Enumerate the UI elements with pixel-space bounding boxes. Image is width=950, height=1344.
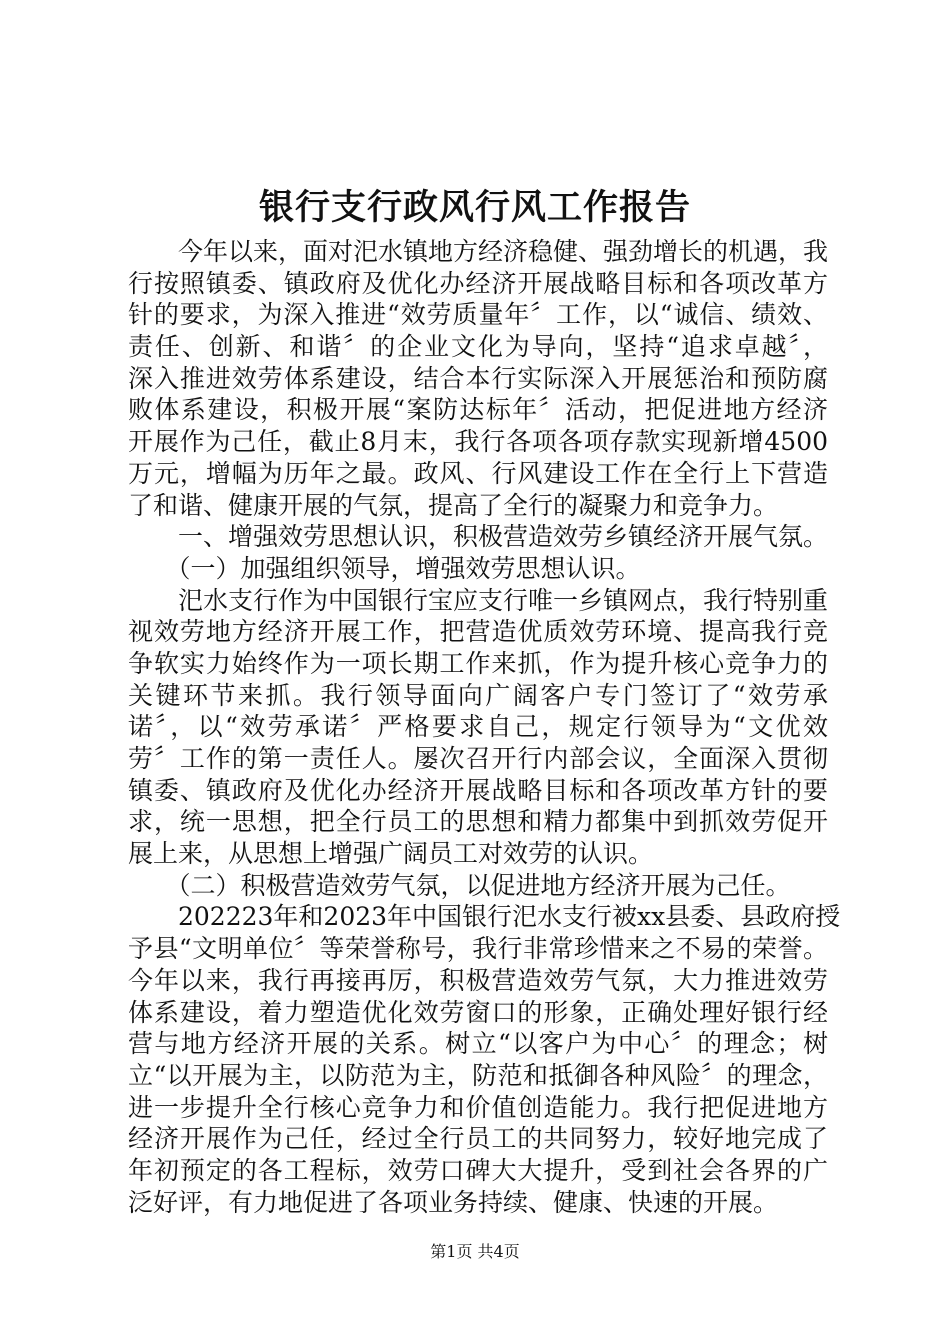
text-line: 深入推进效劳体系建设，结合本行实际深入开展惩治和预防腐	[128, 363, 828, 393]
text-line: 万元，增幅为历年之最。政风、行风建设工作在全行上下营造	[128, 458, 828, 488]
text-line: 年初预定的各工程标，效劳口碑大大提升，受到社会各界的广	[128, 1155, 828, 1185]
text-line: 开展作为己任，截止8月末，我行各项各项存款实现新增4500	[128, 427, 828, 457]
text-line: 展上来，从思想上增强广阔员工对效劳的认识。	[128, 839, 654, 869]
text-line: 求，统一思想，把全行员工的思想和精力都集中到抓效劳促开	[128, 807, 828, 837]
text-line: 进一步提升全行核心竞争力和价值创造能力。我行把促进地方	[128, 1092, 828, 1122]
text-line: 针的要求，为深入推进“效劳质量年〞工作，以“诚信、绩效、	[128, 300, 828, 330]
text-line: 202223年和2023年中国银行汜水支行被xx县委、县政府授	[128, 902, 841, 932]
text-line: 行按照镇委、镇政府及优化办经济开展战略目标和各项改革方	[128, 268, 828, 298]
text-line: 今年以来，我行再接再厉，积极营造效劳气氛，大力推进效劳	[128, 965, 828, 995]
document-title: 银行支行政风行风工作报告	[258, 187, 691, 228]
text-line: 镇委、镇政府及优化办经济开展战略目标和各项改革方针的要	[128, 775, 828, 805]
text-line: 败体系建设，积极开展“案防达标年〞活动，把促进地方经济	[128, 395, 828, 425]
section-heading: 一、增强效劳思想认识，积极营造效劳乡镇经济开展气氛。	[128, 522, 829, 552]
text-line: 汜水支行作为中国银行宝应支行唯一乡镇网点，我行特别重	[128, 585, 829, 615]
document-body	[128, 236, 841, 1218]
text-line: 泛好评，有力地促进了各项业务持续、健康、快速的开展。	[128, 1187, 779, 1217]
subsection-heading: （二）积极营造效劳气氛，以促进地方经济开展为己任。	[128, 870, 791, 900]
text-line: 视效劳地方经济开展工作，把营造优质效劳环境、提高我行竞	[128, 617, 828, 647]
text-line: 体系建设，着力塑造优化效劳窗口的形象，正确处理好银行经	[128, 997, 828, 1027]
text-line: 了和谐、健康开展的气氛，提高了全行的凝聚力和竞争力。	[128, 490, 779, 520]
subsection-heading: （一）加强组织领导，增强效劳思想认识。	[128, 553, 641, 583]
text-line: 予县“文明单位〞等荣誉称号，我行非常珍惜来之不易的荣誉。	[128, 934, 828, 964]
text-line: 关键环节来抓。我行领导面向广阔客户专门签订了“效劳承	[128, 680, 828, 710]
page-footer: 第1页 共4页	[430, 1242, 520, 1261]
text-line: 经济开展作为己任，经过全行员工的共同努力，较好地完成了	[128, 1124, 828, 1154]
text-line: 诺〞，以“效劳承诺〞严格要求自己，规定行领导为“文优效	[128, 712, 828, 742]
text-line: 今年以来，面对汜水镇地方经济稳健、强劲增长的机遇，我	[128, 237, 829, 266]
text-line: 营与地方经济开展的关系。树立“以客户为中心〞的理念；树	[128, 1029, 828, 1059]
text-line: 立“以开展为主，以防范为主，防范和抵御各种风险〞的理念，	[128, 1060, 828, 1090]
text-line: 责任、创新、和谐〞的企业文化为导向，坚持“追求卓越〞，	[128, 332, 828, 362]
text-line: 劳〞工作的第一责任人。屡次召开行内部会议，全面深入贯彻	[128, 744, 828, 773]
text-line: 争软实力始终作为一项长期工作来抓，作为提升核心竞争力的	[128, 648, 828, 678]
